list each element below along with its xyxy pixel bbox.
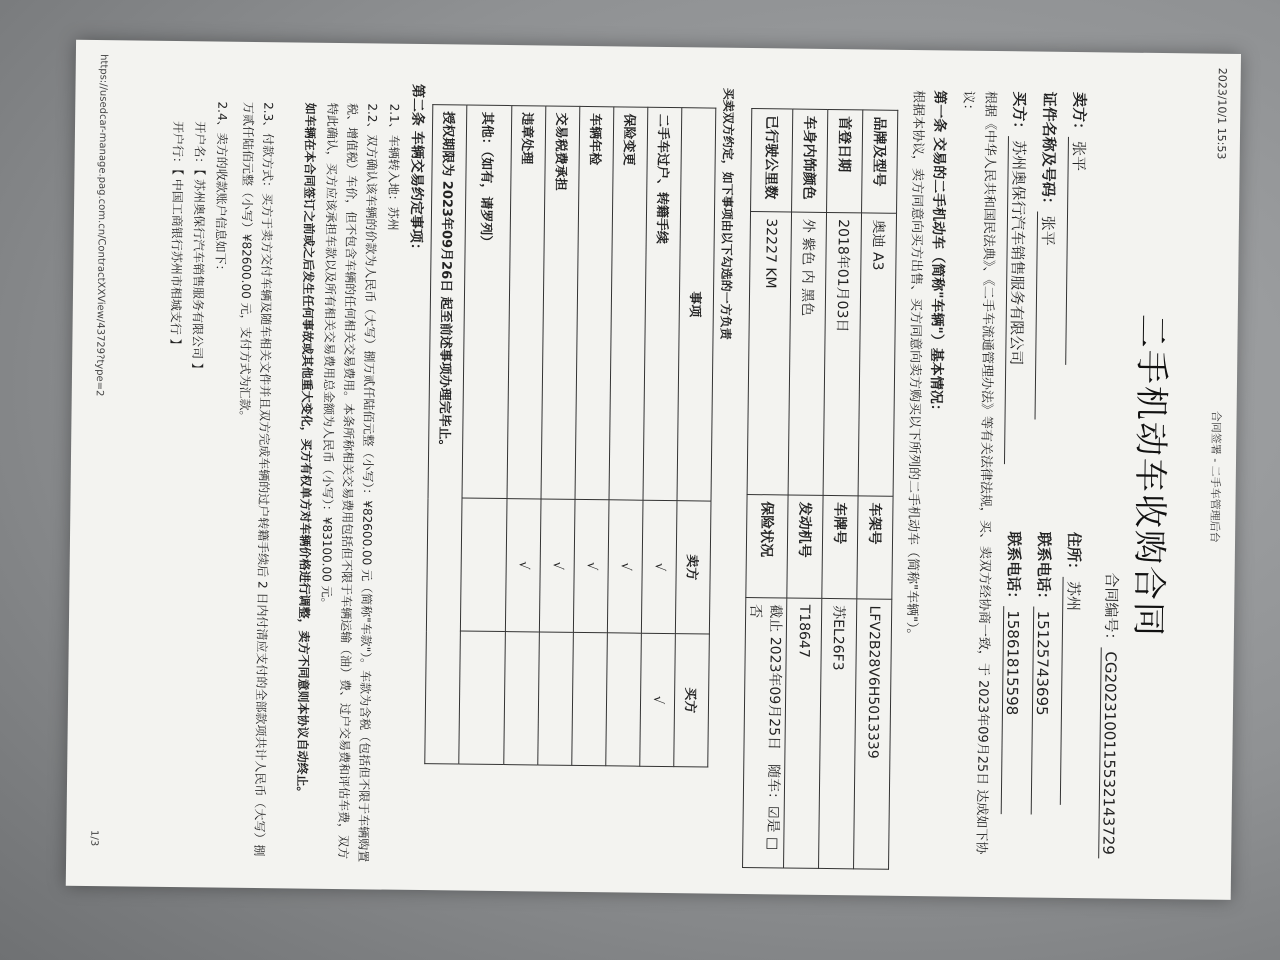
page-number: 1/3	[88, 829, 100, 847]
article1-heading: 第一条 交易的二手机动车（简称"车辆"）基本情况：	[927, 90, 948, 418]
buyer-label: 买方：	[1009, 91, 1029, 137]
duty-buyer-check	[606, 633, 642, 766]
buyer-phone-label: 联系电话：	[1004, 531, 1024, 607]
duty-seller-check: √	[539, 499, 575, 632]
duty-item: 保险变更	[609, 107, 648, 500]
account-bank: 开户行：【 中国工商银行苏州市相城支行 】	[168, 120, 186, 351]
duty-seller-check: √	[505, 499, 541, 632]
contract-number-label: 合同编号：	[1101, 572, 1121, 648]
buyer-phone-row	[1001, 531, 1025, 814]
duty-buyer-check: √	[640, 633, 676, 766]
authorization-period: 授权期限为 2023年09月26日 起至前述事项办理完毕止。	[425, 105, 467, 764]
buyer-name: 苏州奥保行汽车销售服务有限公司	[1004, 136, 1030, 464]
duty-item: 二手车过户、转籍手续	[643, 107, 682, 500]
vehicle-info-table	[742, 108, 898, 870]
duty-seller-check: √	[641, 500, 677, 633]
duty-note: 买卖双方约定，如下事项由以下勾选的一方负责	[718, 87, 736, 340]
duty-seller-check	[460, 498, 507, 632]
info-value: 奥迪 A3	[858, 213, 896, 496]
info-label: 已行驶公里数	[751, 109, 793, 212]
account-name: 开户名：【 苏州奥保行汽车销售服务有限公司 】	[190, 121, 208, 375]
duty-table	[424, 104, 716, 767]
seller-label: 卖方：	[1069, 91, 1089, 138]
seller-id-row	[1035, 92, 1061, 420]
duty-buyer-check	[504, 632, 540, 765]
print-datetime: 2023/10/1 15:53	[1214, 67, 1229, 160]
table-row	[459, 105, 512, 765]
duty-seller-check: √	[607, 500, 643, 633]
info-value: 苏EL26F3	[819, 598, 857, 868]
seller-address-row	[1060, 532, 1085, 805]
print-system-title: 合同签署 - 二手车管理后台	[1208, 410, 1223, 543]
info-label: 保险状况	[746, 494, 788, 597]
buyer-phone: 15861815598	[1001, 606, 1023, 814]
seller-name: 张平	[1065, 137, 1090, 365]
info-label: 车架号	[857, 496, 893, 599]
col-header: 事项	[677, 108, 716, 501]
article2-heading: 第二条 车辆交易约定事项：	[407, 83, 426, 257]
contract-number	[1098, 572, 1122, 859]
intro-paragraph: 根据《中华人民共和国民法典》、《二手车流通管理办法》等有关法律法规，买、卖双方经协商一致，于 2023年09月25日 达成如下协议：	[960, 90, 998, 855]
col-header: 卖方	[675, 501, 711, 634]
info-value: 2018年01月03日	[823, 212, 861, 495]
info-value: LFV2B28V6H5013339	[854, 599, 892, 869]
info-value: T18647	[784, 598, 822, 868]
contract-page	[66, 40, 1241, 900]
seller-phone-row	[1031, 532, 1055, 815]
contract-number-value: CG20231001155321437​29	[1098, 647, 1120, 859]
duty-buyer-check	[459, 631, 506, 765]
address-label: 住所：	[1064, 531, 1084, 578]
duty-seller-check: √	[573, 499, 609, 632]
buyer-name-row	[1004, 91, 1031, 464]
phone-label: 联系电话：	[1034, 531, 1054, 607]
info-label: 品牌及型号	[862, 110, 898, 213]
seller-address: 苏州	[1060, 577, 1085, 805]
seller-name-row	[1065, 92, 1090, 365]
info-value: 32227 KM	[747, 212, 791, 495]
article1-desc: 根据本协议，卖方同意向买方出售、买方同意向卖方购买以下所列的二手机动车（简称"车辆"）。	[903, 89, 926, 642]
info-value: 截止 2023年09月25日 随车：☑是 □否	[743, 597, 787, 867]
info-label: 车身内饰颜色	[792, 109, 828, 212]
col-header: 买方	[674, 634, 710, 767]
clause-2-3: 2.3、付款方式：买方于卖方交付车辆及随车相关文件并且双方完成车辆的过户转籍手续后 2 日内付清应支付的全部款项共计人民币（大写）捌万贰仟陆佰元整（小写）¥82600.00 元，支付方式为汇款。	[237, 101, 276, 857]
info-label: 首登日期	[827, 109, 863, 212]
info-label: 车牌号	[822, 495, 858, 598]
duty-item: 违章处理	[507, 106, 546, 499]
contract-title: 二手机动车收购合同	[1127, 313, 1172, 639]
duty-buyer-check	[572, 632, 608, 765]
seller-id: 张平	[1035, 212, 1060, 420]
info-value: 外 紫色 内 黑色	[788, 212, 826, 495]
info-label: 发动机号	[787, 495, 823, 598]
duty-item: 车辆年检	[575, 106, 614, 499]
clause-2-2: 2.2、双方确认该车辆的价款为人民币（大写）捌万贰仟陆佰元整（小写）：¥82600.00 元（简称"车款"）。车款为含税（包括但不限于车辆购置税、增值税）车价，但不包含车辆的任何相关交易费用。本条所称相关交易费用包括但不限于车辆运输（油）费、过户交易费和评估车费，双方特此确认，买方应该承担车款以及所有相关交易费用总金额为人民币（小写）：¥83100.00 元。	[319, 102, 380, 863]
clause-2-2-note: 如车辆在本合同签订之前或之后发生任何事故或其他重大变化，买方有权单方对车辆价格进行调整，卖方不同意则本协议自动终止。	[294, 102, 318, 799]
duty-buyer-check	[538, 632, 574, 765]
seller-phone: 15125743695	[1031, 607, 1053, 815]
duty-item: 交易税费承担	[541, 106, 580, 499]
id-label: 证件名称及号码：	[1039, 91, 1059, 212]
duty-item: 其他：（如有，请罗列）	[462, 105, 512, 499]
page-url: https://usedcar-manage.pag.com.cn/ContractXXView/43729?type=2	[93, 54, 109, 397]
clause-2-4: 2.4、卖方的收款账户信息如下：	[213, 101, 230, 277]
clause-2-1: 2.1、车辆转入地：苏州	[385, 103, 402, 231]
